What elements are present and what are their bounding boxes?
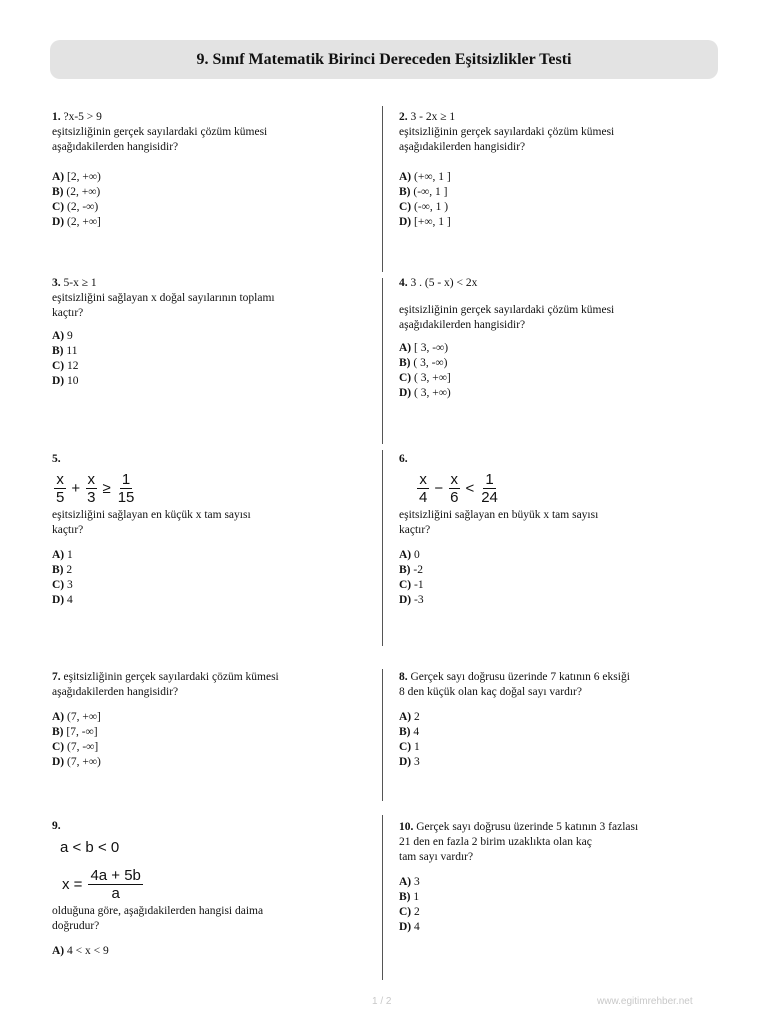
option-d: D) 4 [399,921,420,933]
option-c: C) 2 [399,906,420,918]
question-expression: ?x-5 > 9 [63,111,102,123]
question-stem-line: eşitsizliğinin gerçek sayılardaki çözüm kümesi [399,126,615,138]
option-b: B) (-∞, 1 ] [399,186,448,198]
column-divider [382,278,383,444]
option-d: D) (2, +∞] [52,216,101,228]
question-stem-line: aşağıdakilerden hangisidir? [52,686,179,698]
question-6 [399,452,699,608]
fraction-inequality: $\frac{x}{4}$ − $\frac{x}{6}$ < $\frac{1}{24}$ [419,471,498,506]
question-7 [52,670,352,770]
question-expression: 3 . (5 - x) < 2x [410,277,478,289]
option-d: D) [+∞, 1 ] [399,216,451,228]
option-d: D) 3 [399,756,420,768]
column-divider [382,815,383,980]
option-a: A) [2, +∞) [52,171,101,183]
option-a: A) 9 [52,330,73,342]
option-a: A) 2 [399,711,420,723]
option-d: D) 10 [52,375,79,387]
option-d: D) 4 [52,594,73,606]
fraction-inequality: $\frac{x}{5}$ + $\frac{x}{3}$ ≥ $\frac{1}{15}$ [56,471,135,506]
question-stem-line: aşağıdakilerden hangisidir? [52,141,179,153]
option-d: D) ( 3, +∞) [399,387,451,399]
column-divider [382,106,383,272]
question-number: 10. [399,821,414,833]
question-stem-line: olduğuna göre, aşağıdakilerden hangisi daima [52,905,264,917]
fraction-formula: x = $\frac{4a + 5b}{a}$ [62,867,141,902]
question-4 [399,276,699,401]
question-stem-line: eşitsizliğinin gerçek sayılardaki çözüm kümesi [52,126,268,138]
site-url[interactable]: www.egitimrehber.net [597,996,693,1007]
question-number: 4. [399,277,408,289]
option-a: A) (7, +∞] [52,711,101,723]
option-c: C) 12 [52,360,79,372]
question-2 [399,110,699,230]
page-title: 9. Sınıf Matematik Birinci Dereceden Eşitsizlikler Testi [50,40,718,79]
question-number: 8. [399,671,408,683]
option-b: B) ( 3, -∞) [399,357,448,369]
question-10 [399,820,699,935]
question-5 [52,452,352,608]
option-b: B) 4 [399,726,420,738]
question-9 [52,819,352,959]
question-stem-line: 8 den küçük olan kaç doğal sayı vardır? [399,686,582,698]
question-stem-line: aşağıdakilerden hangisidir? [399,141,526,153]
question-stem-line: aşağıdakilerden hangisidir? [399,319,526,331]
question-expression: 5-x ≥ 1 [63,277,97,289]
option-c: C) (-∞, 1 ) [399,201,449,213]
column-divider [382,669,383,801]
option-b: B) -2 [399,564,423,576]
question-number: 5. [52,453,61,465]
option-a: A) 4 < x < 9 [52,945,109,957]
option-b: B) (2, +∞) [52,186,101,198]
option-b: B) 2 [52,564,73,576]
question-number: 2. [399,111,408,123]
question-number: 9. [52,820,61,832]
option-a: A) 0 [399,549,420,561]
option-c: C) -1 [399,579,424,591]
option-b: B) 11 [52,345,78,357]
option-a: A) [ 3, -∞) [399,342,449,354]
option-a: A) 1 [52,549,73,561]
question-number: 3. [52,277,61,289]
inequality-expression: a < b < 0 [60,839,120,856]
option-c: C) 1 [399,741,420,753]
question-stem-line: eşitsizliğinin gerçek sayılardaki çözüm kümesi [399,304,615,316]
option-c: C) ( 3, +∞] [399,372,451,384]
column-divider [382,450,383,646]
option-d: D) (7, +∞) [52,756,101,768]
option-c: C) (2, -∞) [52,201,99,213]
option-b: B) 1 [399,891,420,903]
question-3 [52,276,352,389]
question-stem-line: 21 den en fazla 2 birim uzaklıkta olan kaç [399,836,592,848]
question-stem-line: Gerçek sayı doğrusu üzerinde 5 katının 3 fazlası [416,821,639,833]
option-b: B) [7, -∞] [52,726,98,738]
question-stem-line: eşitsizliğinin gerçek sayılardaki çözüm kümesi [63,671,279,683]
question-stem-line: kaçtır? [52,307,84,319]
option-c: C) (7, -∞] [52,741,99,753]
question-8 [399,670,699,770]
option-d: D) -3 [399,594,424,606]
option-c: C) 3 [52,579,73,591]
question-stem-line: eşitsizliğini sağlayan x doğal sayılarının toplamı [52,292,275,304]
page-number: 1 / 2 [372,996,392,1007]
question-1 [52,110,352,230]
question-number: 6. [399,453,408,465]
question-stem-line: eşitsizliğini sağlayan en küçük x tam sayısı [52,509,251,521]
question-stem-line: kaçtır? [399,524,431,536]
option-a: A) 3 [399,876,420,888]
question-stem-line: tam sayı vardır? [399,851,474,863]
question-stem-line: kaçtır? [52,524,84,536]
question-stem-line: Gerçek sayı doğrusu üzerinde 7 katının 6 eksiği [410,671,630,683]
option-a: A) (+∞, 1 ] [399,171,451,183]
question-number: 1. [52,111,61,123]
question-stem-line: eşitsizliğini sağlayan en büyük x tam sayısı [399,509,599,521]
question-number: 7. [52,671,61,683]
question-stem-line: doğrudur? [52,920,100,932]
question-expression: 3 - 2x ≥ 1 [410,111,456,123]
